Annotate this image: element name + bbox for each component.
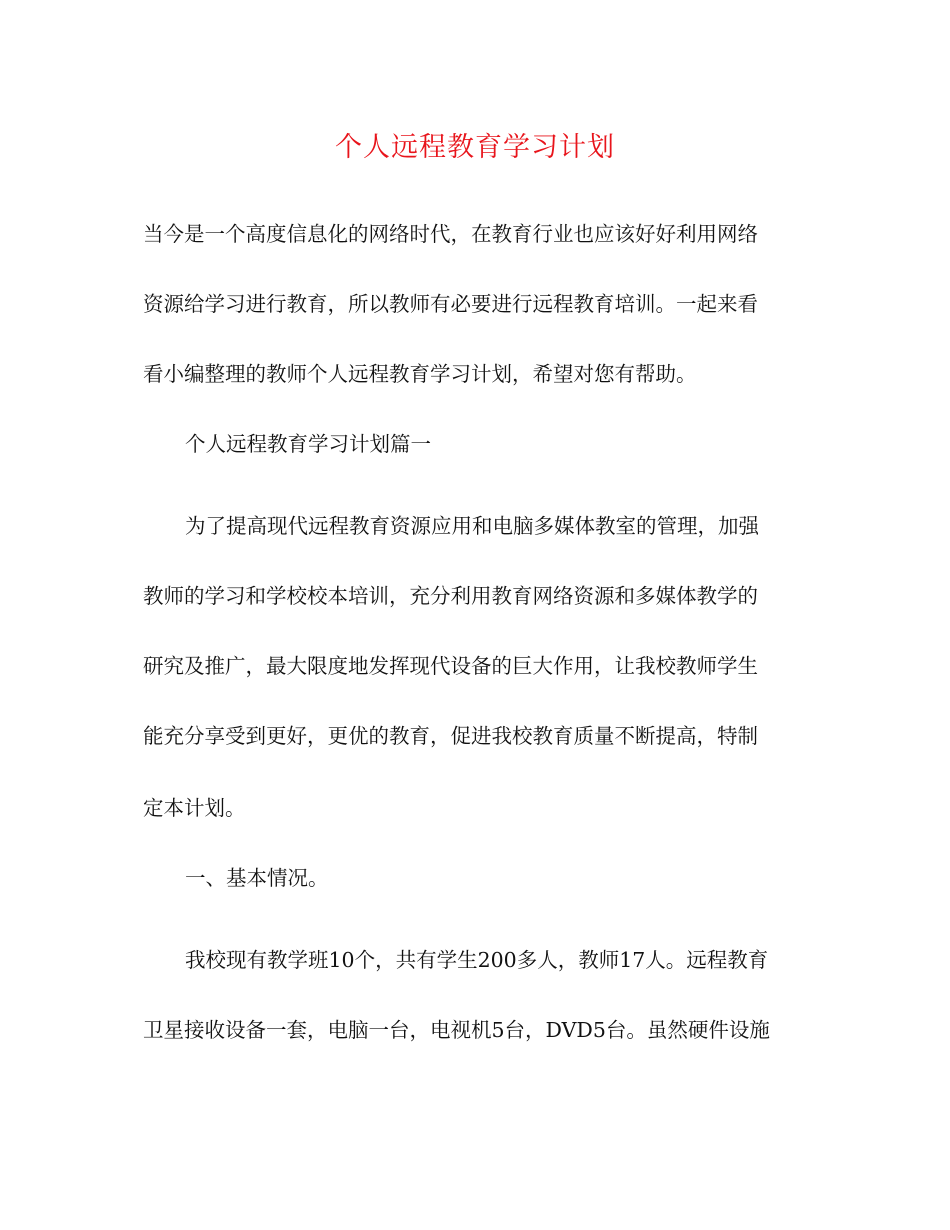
- paragraph-situation-line-2: 卫星接收设备一套，电脑一台，电视机5台，DVD5台。虽然硬件设施: [143, 1018, 770, 1042]
- paragraph-intro-line-2: 资源给学习进行教育，所以教师有必要进行远程教育培训。一起来看: [143, 292, 758, 316]
- paragraph-situation-line-1: 我校现有教学班10个，共有学生200多人，教师17人。远程教育: [185, 948, 769, 972]
- paragraph-intro-line-3: 看小编整理的教师个人远程教育学习计划，希望对您有帮助。: [143, 362, 697, 386]
- section-heading-basic-situation: 一、基本情况。: [185, 866, 329, 890]
- paragraph-purpose-line-5: 定本计划。: [143, 796, 246, 820]
- paragraph-purpose-line-2: 教师的学习和学校校本培训，充分利用教育网络资源和多媒体教学的: [143, 584, 758, 608]
- paragraph-purpose-line-4: 能充分享受到更好，更优的教育，促进我校教育质量不断提高，特制: [143, 724, 758, 748]
- paragraph-purpose-line-1: 为了提高现代远程教育资源应用和电脑多媒体教室的管理，加强: [185, 514, 759, 538]
- paragraph-intro-line-1: 当今是一个高度信息化的网络时代，在教育行业也应该好好利用网络: [143, 222, 758, 246]
- paragraph-purpose-line-3: 研究及推广，最大限度地发挥现代设备的巨大作用，让我校教师学生: [143, 654, 758, 678]
- section-heading-part-one: 个人远程教育学习计划篇一: [185, 432, 431, 456]
- document-title: 个人远程教育学习计划: [335, 132, 615, 163]
